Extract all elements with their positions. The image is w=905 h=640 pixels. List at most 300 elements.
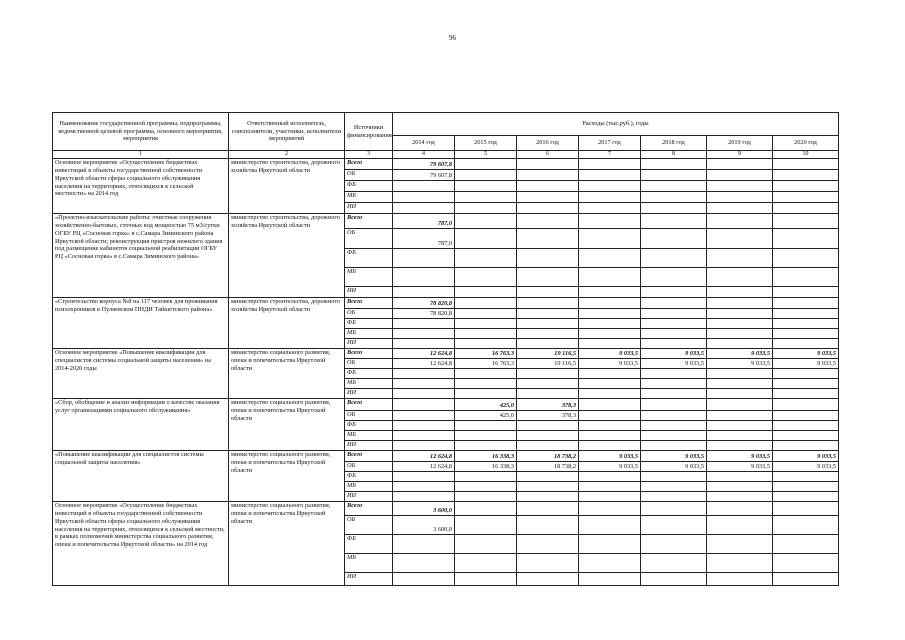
header-year: 2014 год <box>393 136 455 151</box>
expense-value <box>579 411 641 421</box>
expense-value <box>455 516 517 535</box>
column-number: 4 <box>393 151 455 159</box>
expense-value <box>773 431 839 441</box>
expense-value <box>773 214 839 229</box>
expense-value <box>455 482 517 492</box>
expense-value <box>707 535 773 554</box>
expense-value: 19 116,5 <box>517 359 579 369</box>
executor-name: министерство социального развития, опеки и попечительства Иркутской области <box>229 349 345 399</box>
expense-value <box>707 431 773 441</box>
executor-name: министерство социального развития, опеки и попечительства Иркутской области <box>229 502 345 586</box>
funding-source: ИИ <box>345 573 393 586</box>
expense-value <box>773 482 839 492</box>
expense-value <box>579 170 641 181</box>
table-row <box>53 159 839 170</box>
expense-value <box>517 389 579 399</box>
funding-source: Всего <box>345 349 393 359</box>
expense-value <box>517 482 579 492</box>
column-number: 6 <box>517 151 579 159</box>
expense-value <box>517 214 579 229</box>
expense-value <box>579 482 641 492</box>
expense-value <box>579 203 641 214</box>
expense-value <box>393 249 455 268</box>
funding-source: ФБ <box>345 249 393 268</box>
expense-value <box>455 159 517 170</box>
expense-value <box>393 535 455 554</box>
expense-value: 9 033,5 <box>707 359 773 369</box>
expense-value: 9 033,5 <box>579 359 641 369</box>
expense-value: 9 033,5 <box>773 349 839 359</box>
expense-value <box>455 573 517 586</box>
expense-value <box>455 431 517 441</box>
expense-value <box>517 181 579 192</box>
activity-name: Основное мероприятие «Осуществление бюджетных инвестиций в объекты государственной собственности Иркутской области сферы социального обслуживания населения на территориях, относящихся к сельской местности» на 2014 год <box>53 159 229 214</box>
expense-value <box>707 192 773 203</box>
funding-source: ИИ <box>345 441 393 451</box>
expense-value <box>773 441 839 451</box>
expense-value <box>393 421 455 431</box>
expense-value <box>455 319 517 329</box>
expense-value <box>455 298 517 309</box>
expense-value <box>773 554 839 573</box>
expense-value <box>579 249 641 268</box>
expense-value: 12 624,8 <box>393 462 455 472</box>
expense-value <box>517 516 579 535</box>
header-year: 2017 год <box>579 136 641 151</box>
expense-value: 18 738,2 <box>517 451 579 462</box>
expense-value <box>579 421 641 431</box>
expense-value <box>707 309 773 319</box>
expense-value <box>773 369 839 379</box>
expense-value: 9 033,5 <box>773 462 839 472</box>
expense-value <box>393 441 455 451</box>
expense-value <box>641 203 707 214</box>
expense-value: 787,0 <box>393 214 455 229</box>
expense-value <box>579 441 641 451</box>
expense-value: 9 033,5 <box>707 349 773 359</box>
expense-value <box>393 181 455 192</box>
expense-value <box>393 192 455 203</box>
expense-value <box>455 369 517 379</box>
expense-value <box>707 329 773 339</box>
expense-value <box>773 268 839 287</box>
expense-value <box>773 411 839 421</box>
expense-value: 19 116,5 <box>517 349 579 359</box>
expense-value <box>707 229 773 249</box>
funding-source: ОБ <box>345 359 393 369</box>
expense-value <box>517 339 579 349</box>
funding-source: ОБ <box>345 411 393 421</box>
expense-value <box>641 573 707 586</box>
expense-value <box>517 192 579 203</box>
table-row <box>53 349 839 359</box>
funding-source: МБ <box>345 192 393 203</box>
expense-value: 9 033,5 <box>773 451 839 462</box>
expense-value <box>579 379 641 389</box>
expense-value <box>641 309 707 319</box>
expense-value <box>773 249 839 268</box>
expense-value <box>393 203 455 214</box>
activity-name: «Сбор, обобщение и анализ информации о качестве оказания услуг организациями социального обслуживания» <box>53 399 229 451</box>
expense-value: 9 033,5 <box>707 451 773 462</box>
expense-value <box>641 411 707 421</box>
expense-value <box>707 516 773 535</box>
funding-source: МБ <box>345 482 393 492</box>
column-number: 8 <box>641 151 707 159</box>
expense-value <box>707 159 773 170</box>
expense-value <box>773 309 839 319</box>
expense-value <box>455 268 517 287</box>
funding-source: ФБ <box>345 535 393 554</box>
expense-value <box>455 502 517 516</box>
expense-value <box>517 229 579 249</box>
funding-source: ОБ <box>345 309 393 319</box>
expense-value <box>455 554 517 573</box>
expense-value <box>773 379 839 389</box>
expense-value <box>455 170 517 181</box>
expense-value <box>393 411 455 421</box>
expense-value <box>579 287 641 298</box>
expense-value <box>707 421 773 431</box>
expense-value <box>517 573 579 586</box>
expense-value <box>579 181 641 192</box>
funding-source: МБ <box>345 554 393 573</box>
expense-value <box>517 441 579 451</box>
header-expenses: Расходы (тыс.руб.), годы <box>393 113 839 136</box>
expense-value <box>455 535 517 554</box>
expense-value <box>773 298 839 309</box>
expense-value: 3 600,0 <box>393 516 455 535</box>
expense-value <box>707 181 773 192</box>
expense-value: 9 033,5 <box>641 451 707 462</box>
column-number: 7 <box>579 151 641 159</box>
expense-value <box>707 268 773 287</box>
header-year: 2018 год <box>641 136 707 151</box>
expense-value: 9 033,5 <box>641 462 707 472</box>
expense-value: 16 763,3 <box>455 349 517 359</box>
expense-value <box>773 389 839 399</box>
expense-value <box>773 159 839 170</box>
expense-value <box>707 287 773 298</box>
expense-value <box>641 379 707 389</box>
expense-value <box>517 472 579 482</box>
column-number: 3 <box>345 151 393 159</box>
expense-value <box>641 554 707 573</box>
expense-value <box>707 554 773 573</box>
funding-source: Всего <box>345 159 393 170</box>
header-year: 2020 год <box>773 136 839 151</box>
expense-value <box>517 502 579 516</box>
funding-source: Всего <box>345 298 393 309</box>
expense-value <box>641 214 707 229</box>
expense-value <box>773 203 839 214</box>
column-number: 10 <box>773 151 839 159</box>
expense-value <box>579 492 641 502</box>
expense-value <box>579 229 641 249</box>
expense-value <box>641 329 707 339</box>
expense-value: 9 033,5 <box>641 349 707 359</box>
expense-value <box>641 472 707 482</box>
expense-value <box>455 472 517 482</box>
expense-value <box>517 369 579 379</box>
expense-value: 12 624,8 <box>393 451 455 462</box>
expense-value <box>517 379 579 389</box>
expense-value <box>579 268 641 287</box>
expense-value <box>579 516 641 535</box>
table-row <box>53 298 839 309</box>
expense-value <box>579 298 641 309</box>
expense-value: 9 033,5 <box>579 462 641 472</box>
table-row <box>53 502 839 516</box>
expense-value <box>393 268 455 287</box>
expense-value <box>517 319 579 329</box>
expense-value <box>455 181 517 192</box>
expense-value: 9 033,5 <box>707 462 773 472</box>
expense-value <box>393 482 455 492</box>
expense-value <box>641 249 707 268</box>
funding-source: ИИ <box>345 287 393 298</box>
expense-value: 378,3 <box>517 411 579 421</box>
funding-source: МБ <box>345 431 393 441</box>
expense-value: 78 820,8 <box>393 309 455 319</box>
expense-value <box>641 516 707 535</box>
expense-value <box>393 431 455 441</box>
expense-value <box>641 441 707 451</box>
expense-value <box>455 192 517 203</box>
expense-value <box>641 492 707 502</box>
funding-source: ОБ <box>345 229 393 249</box>
table-row <box>53 214 839 229</box>
activity-name: Основное мероприятие «Повышение квалификации для специалистов системы социальной защиты населения» на 2014-2020 годы <box>53 349 229 399</box>
expense-value <box>455 203 517 214</box>
expense-value <box>455 229 517 249</box>
expense-value <box>707 441 773 451</box>
expense-value <box>517 492 579 502</box>
header-year: 2015 год <box>455 136 517 151</box>
expense-value <box>773 421 839 431</box>
funding-source: ИИ <box>345 339 393 349</box>
activity-name: Основное мероприятие «Осуществление бюджетных инвестиций в объекты государственной собственности Иркутской области сферы социального обслуживания населения на территориях, относящихся к сельской местности, в рамках полномочий министерства социального развития, опеки и попечительства Иркутской области» на 2014 год <box>53 502 229 586</box>
activity-name: «Строительство корпуса №8 на 117 человек для проживания психохроников в Пуляевском ПНДИ Тайшетского района» <box>53 298 229 349</box>
expense-value <box>641 339 707 349</box>
expense-value <box>641 170 707 181</box>
expense-value: 79 607,8 <box>393 159 455 170</box>
funding-source: ИИ <box>345 492 393 502</box>
expense-value: 18 738,2 <box>517 462 579 472</box>
expense-value <box>641 421 707 431</box>
expense-value <box>393 369 455 379</box>
activity-name: «Проектно-изыскательские работы: очистные сооружения хозяйственно-бытовых, сточных вод мощностью 75 м3/сутки ОГБУ РЦ «Сосновая горка» в с.Самара Зиминского района Иркутской области; реконструкция пристроя нежилого здания под размещение кабинетов социальной реабилитации ОГБУ РЦ «Сосновая горка» в с.Самара Зиминского района» <box>53 214 229 298</box>
expense-value <box>517 287 579 298</box>
expense-value: 378,3 <box>517 399 579 411</box>
funding-source: ФБ <box>345 319 393 329</box>
expense-value <box>773 492 839 502</box>
expense-value <box>455 287 517 298</box>
table-row <box>53 399 839 411</box>
expense-value <box>455 214 517 229</box>
expense-value: 16 338,3 <box>455 451 517 462</box>
expense-value: 12 624,8 <box>393 349 455 359</box>
expense-value <box>393 399 455 411</box>
expense-value <box>579 339 641 349</box>
header-source: Источники финансирования <box>345 113 393 151</box>
expense-value <box>393 554 455 573</box>
expense-value <box>517 159 579 170</box>
expense-value <box>517 203 579 214</box>
expense-value <box>707 203 773 214</box>
expense-value <box>517 431 579 441</box>
expense-value <box>773 535 839 554</box>
expense-value: 79 607,8 <box>393 170 455 181</box>
expense-value <box>393 339 455 349</box>
expense-value: 78 820,8 <box>393 298 455 309</box>
expense-value <box>517 329 579 339</box>
expense-value <box>773 181 839 192</box>
header-year: 2019 год <box>707 136 773 151</box>
expense-value <box>707 492 773 502</box>
funding-source: МБ <box>345 268 393 287</box>
expense-value <box>517 268 579 287</box>
expense-value: 9 033,5 <box>773 359 839 369</box>
expense-value <box>393 389 455 399</box>
expense-value <box>579 502 641 516</box>
expense-value: 16 763,3 <box>455 359 517 369</box>
expense-value <box>707 170 773 181</box>
expense-value <box>773 229 839 249</box>
expense-value <box>773 573 839 586</box>
expense-value <box>393 492 455 502</box>
expense-value <box>641 181 707 192</box>
expense-value <box>517 309 579 319</box>
expense-value <box>707 319 773 329</box>
funding-source: ФБ <box>345 181 393 192</box>
funding-source: ФБ <box>345 421 393 431</box>
expense-value <box>579 159 641 170</box>
expense-value: 9 033,5 <box>579 451 641 462</box>
expense-value <box>579 319 641 329</box>
expense-value <box>579 214 641 229</box>
expense-value <box>773 329 839 339</box>
expense-value <box>773 502 839 516</box>
expense-value <box>707 502 773 516</box>
expense-value <box>773 472 839 482</box>
expense-value <box>641 229 707 249</box>
activity-name: «Повышение квалификации для специалистов системы социальной защиты населения» <box>53 451 229 502</box>
expense-value <box>455 441 517 451</box>
expense-value: 12 624,8 <box>393 359 455 369</box>
expense-value <box>707 482 773 492</box>
expense-value <box>579 554 641 573</box>
expense-value <box>641 535 707 554</box>
funding-source: Всего <box>345 502 393 516</box>
expense-value <box>707 399 773 411</box>
expense-value <box>517 535 579 554</box>
executor-name: министерство строительства, дорожного хозяйства Иркутской области <box>229 214 345 298</box>
column-number: 1 <box>53 151 229 159</box>
expense-value <box>517 249 579 268</box>
expense-value <box>455 379 517 389</box>
funding-source: ИИ <box>345 389 393 399</box>
expense-value <box>393 329 455 339</box>
header-year: 2016 год <box>517 136 579 151</box>
expense-value <box>517 421 579 431</box>
expense-value <box>455 309 517 319</box>
expense-value: 9 033,5 <box>579 349 641 359</box>
expense-value <box>517 298 579 309</box>
expense-value <box>517 554 579 573</box>
expense-value <box>641 159 707 170</box>
executor-name: министерство строительства, дорожного хозяйства Иркутской области <box>229 298 345 349</box>
funding-source: ФБ <box>345 472 393 482</box>
funding-source: ОБ <box>345 462 393 472</box>
expense-value <box>455 249 517 268</box>
executor-name: министерство социального развития, опеки и попечительства Иркутской области <box>229 451 345 502</box>
expense-value <box>393 287 455 298</box>
expense-value <box>641 298 707 309</box>
funding-source: ОБ <box>345 516 393 535</box>
expense-value <box>455 329 517 339</box>
expense-value <box>393 472 455 482</box>
expense-value <box>579 329 641 339</box>
expense-value <box>455 492 517 502</box>
expense-value: 787,0 <box>393 229 455 249</box>
funding-source: ОБ <box>345 170 393 181</box>
header-name: Наименование государственной программы, подпрограммы, ведомственной целевой программы, основного мероприятия, мероприятия <box>53 113 229 151</box>
column-number: 2 <box>229 151 345 159</box>
expense-value <box>641 482 707 492</box>
expense-value <box>773 170 839 181</box>
expense-value <box>707 369 773 379</box>
expense-value <box>707 214 773 229</box>
funding-source: Всего <box>345 399 393 411</box>
expense-value <box>393 319 455 329</box>
page-number: 96 <box>449 34 456 42</box>
column-number: 5 <box>455 151 517 159</box>
expenses-table <box>52 112 839 586</box>
expense-value <box>773 319 839 329</box>
expense-value <box>773 516 839 535</box>
expense-value <box>579 389 641 399</box>
expense-value <box>393 573 455 586</box>
expense-value <box>773 192 839 203</box>
expense-value: 425,0 <box>455 411 517 421</box>
expense-value <box>641 431 707 441</box>
expense-value <box>641 502 707 516</box>
expense-value <box>517 170 579 181</box>
expense-value <box>579 192 641 203</box>
expense-value <box>455 339 517 349</box>
expense-value <box>773 339 839 349</box>
funding-source: Всего <box>345 214 393 229</box>
expense-value <box>579 472 641 482</box>
executor-name: министерство социального развития, опеки и попечительства Иркутской области <box>229 399 345 451</box>
expense-value <box>579 369 641 379</box>
expense-value <box>641 389 707 399</box>
expense-value <box>707 339 773 349</box>
expense-value <box>641 319 707 329</box>
expense-value: 425,0 <box>455 399 517 411</box>
executor-name: министерство строительства, дорожного хозяйства Иркутской области <box>229 159 345 214</box>
expense-value <box>707 389 773 399</box>
expense-value <box>641 268 707 287</box>
expense-value <box>579 535 641 554</box>
expense-value: 3 600,0 <box>393 502 455 516</box>
funding-source: МБ <box>345 329 393 339</box>
expense-value <box>455 389 517 399</box>
table-row <box>53 451 839 462</box>
column-number: 9 <box>707 151 773 159</box>
expense-value <box>641 287 707 298</box>
